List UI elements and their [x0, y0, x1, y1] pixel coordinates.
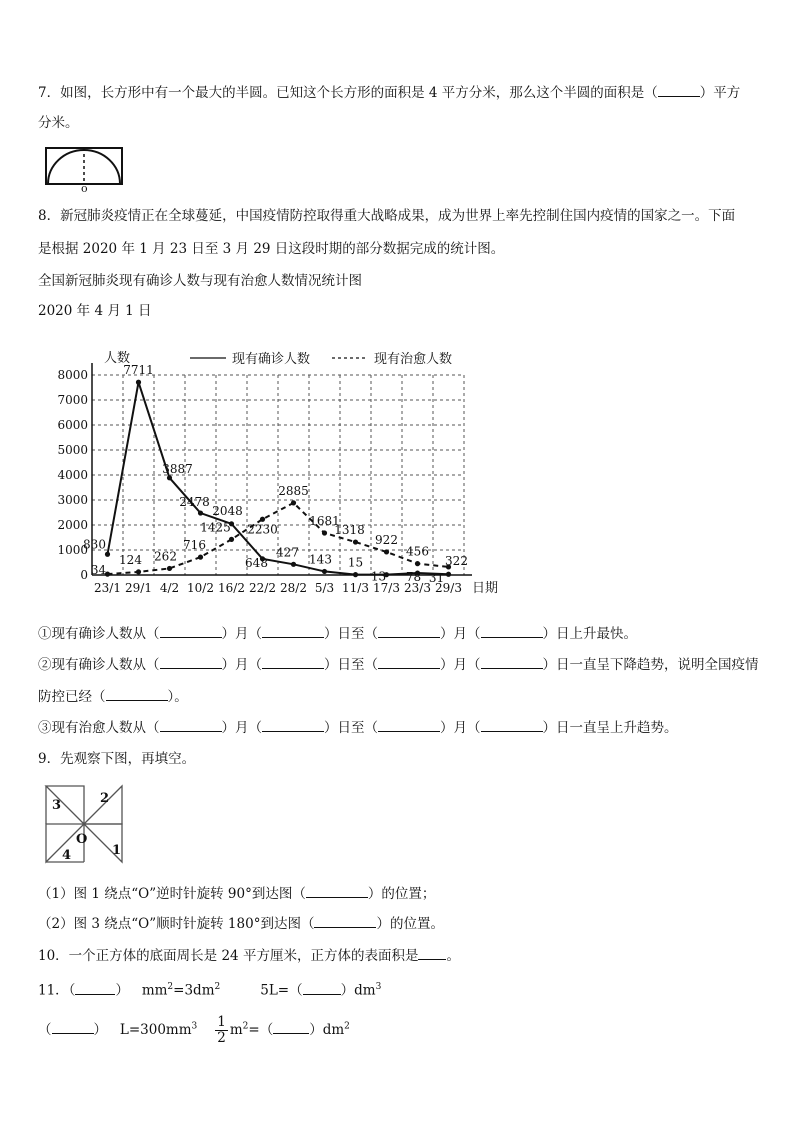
data-point — [446, 572, 451, 577]
data-point — [198, 510, 203, 515]
data-point — [167, 475, 172, 480]
y-tick-label: 5000 — [57, 443, 88, 457]
data-label: 7711 — [123, 363, 154, 378]
data-point — [353, 539, 358, 544]
data-label: 716 — [183, 538, 206, 553]
data-label: 13 — [370, 569, 387, 584]
line-chart — [30, 340, 530, 602]
data-point — [136, 380, 141, 385]
data-label: 262 — [154, 549, 177, 564]
data-point — [291, 500, 296, 505]
chart-title: 全国新冠肺炎现有确诊人数与现有治愈人数情况统计图 — [38, 273, 362, 289]
q8-sub3-blank-4[interactable] — [481, 718, 543, 732]
data-label: 2048 — [212, 503, 243, 518]
data-label: 3887 — [162, 461, 193, 476]
q8-sub2-blank-5[interactable] — [106, 687, 168, 701]
q8-sub2-blank-3[interactable] — [378, 655, 440, 669]
q8-sub3-blank-3[interactable] — [378, 718, 440, 732]
data-label: 1318 — [334, 523, 365, 538]
legend-label: 现有确诊人数 — [232, 352, 311, 367]
q11-blank-3[interactable] — [52, 1020, 94, 1034]
y-axis-label: 人数 — [104, 351, 131, 366]
data-point — [167, 566, 172, 571]
q9-line2: （2）图 3 绕点“O”顺时针旋转 180°到达图（ ）的位置。 — [38, 916, 444, 932]
data-label: 78 — [405, 570, 422, 585]
y-tick-label: 8000 — [57, 368, 88, 382]
q8-line2: 是根据 2020 年 1 月 23 日至 3 月 29 日这段时期的部分数据完成的统计图。 — [38, 241, 505, 257]
y-tick-label: 4000 — [57, 468, 88, 482]
q11-blank-4[interactable] — [273, 1020, 309, 1034]
q8-sub2-blank-2[interactable] — [262, 655, 324, 669]
data-point — [384, 549, 389, 554]
x-tick-label: 23/3 — [404, 581, 431, 595]
data-label: 1425 — [200, 520, 231, 535]
x-tick-label: 5/3 — [314, 581, 335, 595]
data-point — [322, 569, 327, 574]
q7-rectangle-semicircle-figure — [38, 144, 128, 194]
data-point — [105, 552, 110, 557]
fig-label-4: 4 — [62, 848, 72, 863]
data-label: 648 — [245, 555, 268, 570]
fig-label-2: 2 — [100, 791, 110, 806]
q11-line1: 11．（ ） $mm^2=3dm^2$ 5L=（ ）$dm^3$ — [38, 982, 382, 999]
q10-line: 10．一个正方体的底面周长是 24 平方厘米，正方体的表面积是 。 — [38, 948, 460, 964]
q7-line2: 分米。 — [38, 115, 79, 131]
q8-sub1-blank-3[interactable] — [378, 624, 440, 638]
x-tick-label: 10/2 — [187, 581, 214, 595]
x-axis-label: 日期 — [472, 581, 499, 596]
data-point — [291, 562, 296, 567]
data-point — [322, 530, 327, 535]
data-label: 2478 — [179, 495, 210, 510]
data-point — [229, 537, 234, 542]
q8-sub2-blank-1[interactable] — [160, 655, 222, 669]
x-tick-label: 29/3 — [435, 581, 462, 595]
legend-label: 现有治愈人数 — [374, 352, 453, 367]
q9-blank-2[interactable] — [314, 914, 376, 928]
y-tick-label: 2000 — [57, 518, 88, 532]
data-label: 31 — [428, 571, 445, 586]
data-label: 427 — [276, 545, 299, 560]
q8-sub2: ②现有确诊人数从（ ）月（ ）日至（ ）月（ ）日一直呈下降趋势，说明全国疫情 — [38, 657, 759, 673]
q8-sub2-cont: 防控已经（ ）。 — [38, 689, 188, 705]
data-label: 2885 — [278, 483, 309, 498]
data-point — [198, 555, 203, 560]
x-tick-label: 11/3 — [342, 581, 369, 595]
data-label: 456 — [406, 544, 429, 559]
x-tick-label: 28/2 — [280, 581, 307, 595]
y-tick-label: 0 — [80, 568, 88, 582]
y-tick-label: 6000 — [57, 418, 88, 432]
q7-answer-blank[interactable] — [658, 83, 700, 97]
fig-label-o: O — [76, 832, 88, 847]
q11-line2: （ ） $L=300mm^3$ $\frac{1}{2}$ $m^2=$（ ）$dm^2$ — [38, 1014, 350, 1046]
q9-blank-1[interactable] — [306, 884, 368, 898]
data-point — [353, 572, 358, 577]
data-point — [136, 569, 141, 574]
y-tick-label: 7000 — [57, 393, 88, 407]
data-label: 143 — [309, 552, 332, 567]
q11-blank-2[interactable] — [303, 981, 341, 995]
data-label: 830 — [83, 537, 106, 552]
x-tick-label: 23/1 — [94, 581, 121, 595]
q9-pinwheel-figure — [44, 784, 126, 864]
q8-sub1-blank-1[interactable] — [160, 624, 222, 638]
data-label: 34 — [90, 563, 107, 578]
x-tick-label: 29/1 — [125, 581, 152, 595]
data-point — [260, 517, 265, 522]
x-tick-label: 22/2 — [249, 581, 276, 595]
data-label: 124 — [119, 552, 142, 567]
q9-line0: 9．先观察下图，再填空。 — [38, 751, 196, 767]
q8-sub3-blank-2[interactable] — [262, 718, 324, 732]
q10-blank[interactable] — [418, 946, 446, 960]
data-label: 1681 — [309, 513, 340, 528]
q8-sub1-blank-2[interactable] — [262, 624, 324, 638]
q8-sub1-blank-4[interactable] — [481, 624, 543, 638]
q8-sub2-blank-4[interactable] — [481, 655, 543, 669]
data-point — [415, 561, 420, 566]
y-tick-label: 1000 — [57, 543, 88, 557]
x-tick-label: 4/2 — [159, 581, 180, 595]
q8-sub3: ③现有治愈人数从（ ）月（ ）日至（ ）月（ ）日一直呈上升趋势。 — [38, 720, 678, 736]
data-label: 322 — [445, 553, 468, 568]
q11-blank-1[interactable] — [75, 981, 115, 995]
x-tick-label: 16/2 — [218, 581, 245, 595]
q8-line1: 8．新冠肺炎疫情正在全球蔓延，中国疫情防控取得重大战略成果，成为世界上率先控制住国内疫情的国家之一。下面 — [38, 208, 736, 224]
y-tick-label: 3000 — [57, 493, 88, 507]
data-label: 15 — [347, 555, 364, 570]
data-label: 2230 — [247, 522, 278, 537]
x-tick-label: 17/3 — [373, 581, 400, 595]
q8-sub3-blank-1[interactable] — [160, 718, 222, 732]
q8-sub1: ①现有确诊人数从（ ）月（ ）日至（ ）月（ ）日上升最快。 — [38, 626, 637, 642]
fig-label-3: 3 — [52, 798, 62, 813]
q9-line1: （1）图 1 绕点“O”逆时针旋转 90°到达图（ ）的位置； — [38, 886, 436, 902]
q7-figure-label: o — [81, 182, 88, 194]
q7-line1: 7．如图，长方形中有一个最大的半圆。已知这个长方形的面积是 4 平方分米，那么这个半圆的面积是（ ）平方 — [38, 85, 741, 101]
fraction-one-half: $\frac{1}{2}$ — [217, 1014, 226, 1046]
fig-label-1: 1 — [112, 843, 122, 858]
data-label: 922 — [375, 532, 398, 547]
chart-date: 2020 年 4 月 1 日 — [38, 303, 152, 319]
